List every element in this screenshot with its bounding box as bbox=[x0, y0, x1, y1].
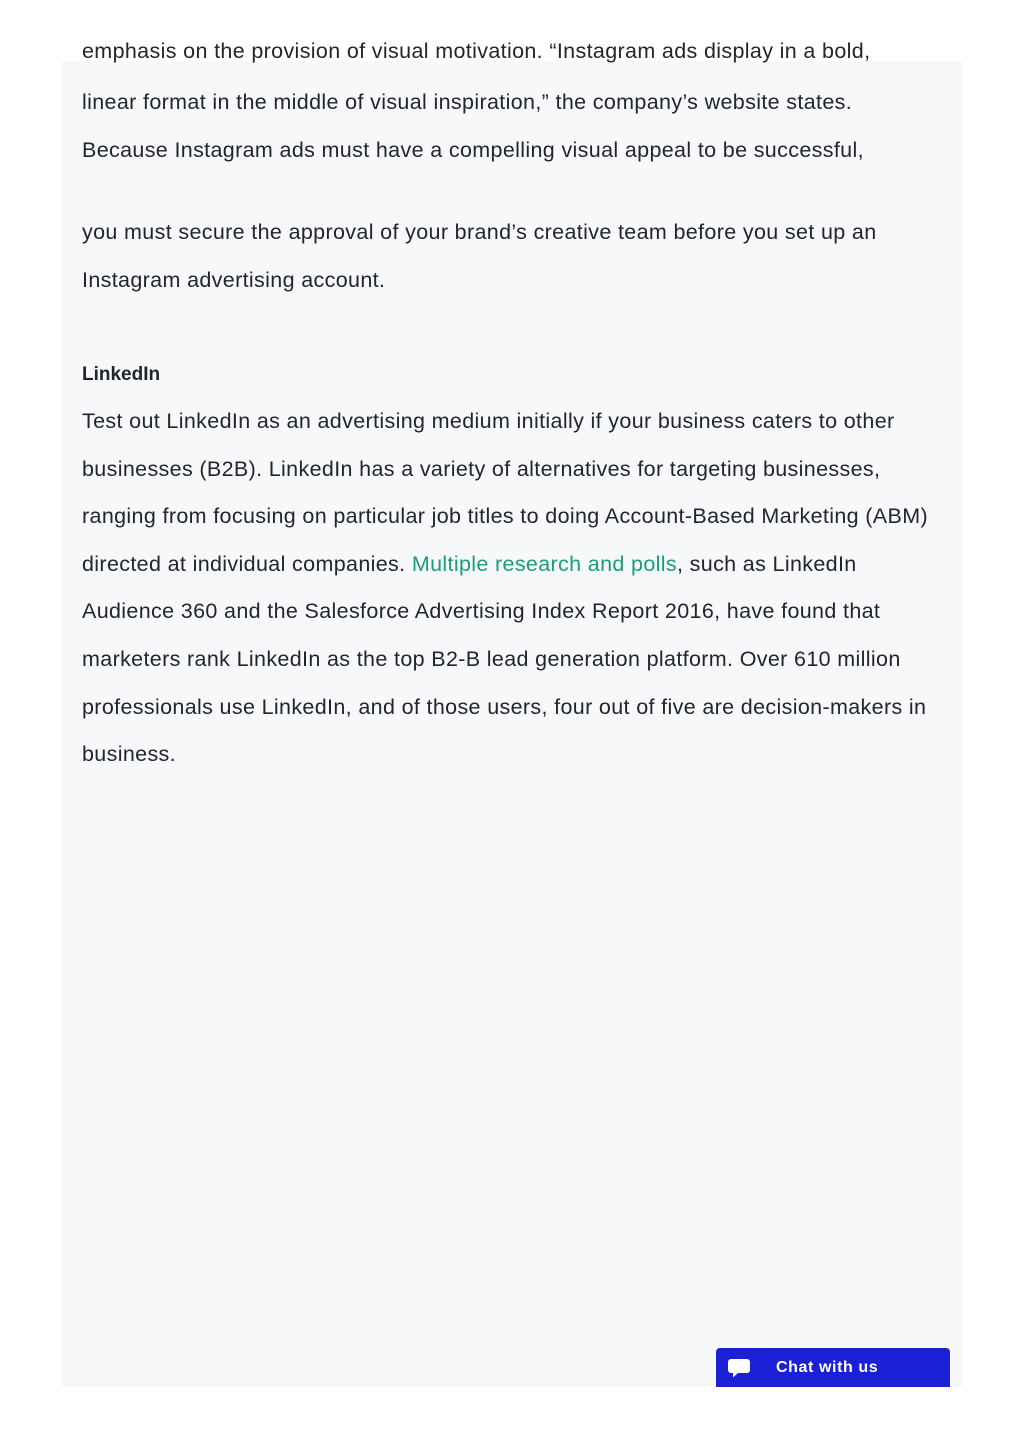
paragraph-linkedin-text-start: Test out LinkedIn as an advertising medium initially if your business caters to other businesses (B2B). LinkedIn has a variety of alternatives for targeting businesses, ranging from focusing on particular job titles to doing Account-Based Marketing (ABM) directed at individual companies. bbox=[82, 409, 928, 576]
chat-bubble-icon bbox=[716, 1348, 762, 1387]
chat-button-label: Chat with us bbox=[776, 1358, 879, 1376]
paragraph-instagram-format: linear format in the middle of visual inspiration,” the company’s website states. Because Instagram ads must have a compelling visual appeal to be successful, bbox=[82, 90, 864, 162]
clipped-text-line: emphasis on the provision of visual motivation. “Instagram ads display in a bold, bbox=[82, 39, 871, 63]
paragraph-instagram-approval: you must secure the approval of your brand’s creative team before you set up an Instagram advertising account. bbox=[82, 220, 877, 292]
paragraph-linkedin bbox=[82, 398, 942, 779]
chat-with-us-button[interactable] bbox=[716, 1348, 950, 1387]
research-polls-link[interactable]: Multiple research and polls bbox=[411, 551, 678, 576]
paragraph-linkedin-text-end: , such as LinkedIn Audience 360 and the Salesforce Advertising Index Report 2016, have found that marketers rank LinkedIn as the top B2-B lead generation platform. Over 610 million professionals use LinkedIn, and of those users, four out of five are decision-makers in business. bbox=[82, 551, 927, 767]
section-heading-linkedin: LinkedIn bbox=[82, 364, 161, 385]
article-panel bbox=[62, 39, 962, 1387]
